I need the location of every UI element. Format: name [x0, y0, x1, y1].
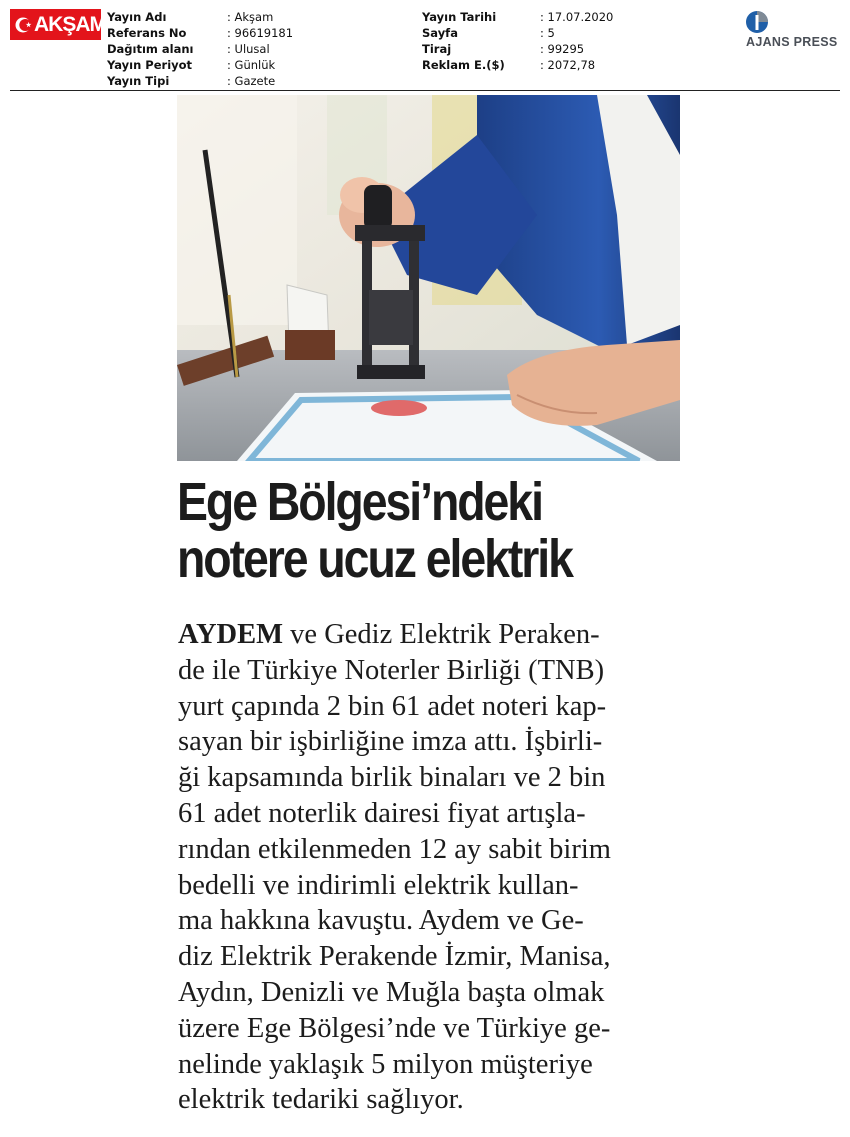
- body-line: rından etkilenmeden 12 ay sabit birim: [178, 833, 611, 865]
- article-headline: [177, 474, 624, 588]
- info-row-yayin-periyot: [107, 57, 407, 73]
- field-label: Yayın Tipi: [107, 74, 170, 88]
- body-line: ği kapsamında birlik binaları ve 2 bin: [178, 762, 606, 794]
- publication-info-right: [422, 9, 672, 73]
- field-value: : Akşam: [227, 10, 274, 24]
- field-label: Reklam E.($): [422, 58, 505, 72]
- ajans-press-icon: [745, 10, 769, 34]
- info-row-sayfa: [422, 25, 672, 41]
- field-value: : 17.07.2020: [540, 10, 614, 24]
- field-value: : Gazete: [227, 74, 276, 88]
- body-line: bedelli ve indirimli elektrik kullan-: [178, 869, 579, 901]
- crescent-star-icon: [13, 15, 33, 35]
- field-value: : 96619181: [227, 26, 294, 40]
- field-value: : Ulusal: [227, 42, 270, 56]
- field-label: Referans No: [107, 26, 187, 40]
- article-photo: [177, 95, 680, 461]
- headline-line: notere ucuz elektrik: [177, 529, 572, 589]
- field-label: Yayın Adı: [107, 10, 167, 24]
- field-value: : 99295: [540, 42, 585, 56]
- info-row-yayin-adi: [107, 9, 407, 25]
- field-value: : Günlük: [227, 58, 276, 72]
- body-line: sayan bir işbirliğine imza attı. İşbirli-: [178, 726, 603, 758]
- info-row-tiraj: [422, 41, 672, 57]
- info-row-dagitim-alani: [107, 41, 407, 57]
- ajans-press-logo: [742, 8, 842, 52]
- body-line-text: ve Gediz Elektrik Peraken-: [283, 619, 600, 650]
- header-divider: [10, 90, 840, 91]
- body-line: elektrik tedariki sağlıyor.: [178, 1084, 464, 1116]
- field-label: Tiraj: [422, 42, 452, 56]
- field-value: : 5: [540, 26, 555, 40]
- logo-text: AKŞAM: [34, 13, 106, 36]
- field-label: Sayfa: [422, 26, 458, 40]
- body-line: nelinde yaklaşık 5 milyon müşteriye: [178, 1048, 593, 1080]
- field-value: : 2072,78: [540, 58, 596, 72]
- body-line: ma hakkına kavuştu. Aydem ve Ge-: [178, 905, 584, 937]
- info-row-referans-no: [107, 25, 407, 41]
- field-label: Yayın Periyot: [107, 58, 193, 72]
- info-row-yayin-tarihi: [422, 9, 672, 25]
- field-label: Yayın Tarihi: [422, 10, 497, 24]
- body-line: [178, 617, 698, 653]
- lead-word: AYDEM: [178, 619, 284, 650]
- info-row-reklam-esdegeri: [422, 57, 672, 73]
- headline-line: Ege Bölgesi’ndeki: [177, 472, 542, 532]
- aksam-logo: [10, 9, 106, 40]
- field-label: Dağıtım alanı: [107, 42, 194, 56]
- article-body: [178, 617, 698, 1118]
- body-line: üzere Ege Bölgesi’nde ve Türkiye ge-: [178, 1012, 611, 1044]
- info-row-yayin-tipi: [107, 73, 407, 89]
- body-line: Aydın, Denizli ve Muğla başta olmak: [178, 976, 605, 1008]
- body-line: yurt çapında 2 bin 61 adet noteri kap-: [178, 690, 607, 722]
- publication-info-left: [107, 9, 407, 89]
- body-line: 61 adet noterlik dairesi fiyat artışla-: [178, 797, 586, 829]
- body-line: de ile Türkiye Noterler Birliği (TNB): [178, 654, 605, 686]
- body-line: diz Elektrik Perakende İzmir, Manisa,: [178, 941, 611, 973]
- notary-stamp-illustration: [177, 95, 680, 461]
- agency-name: AJANS PRESS: [746, 35, 838, 49]
